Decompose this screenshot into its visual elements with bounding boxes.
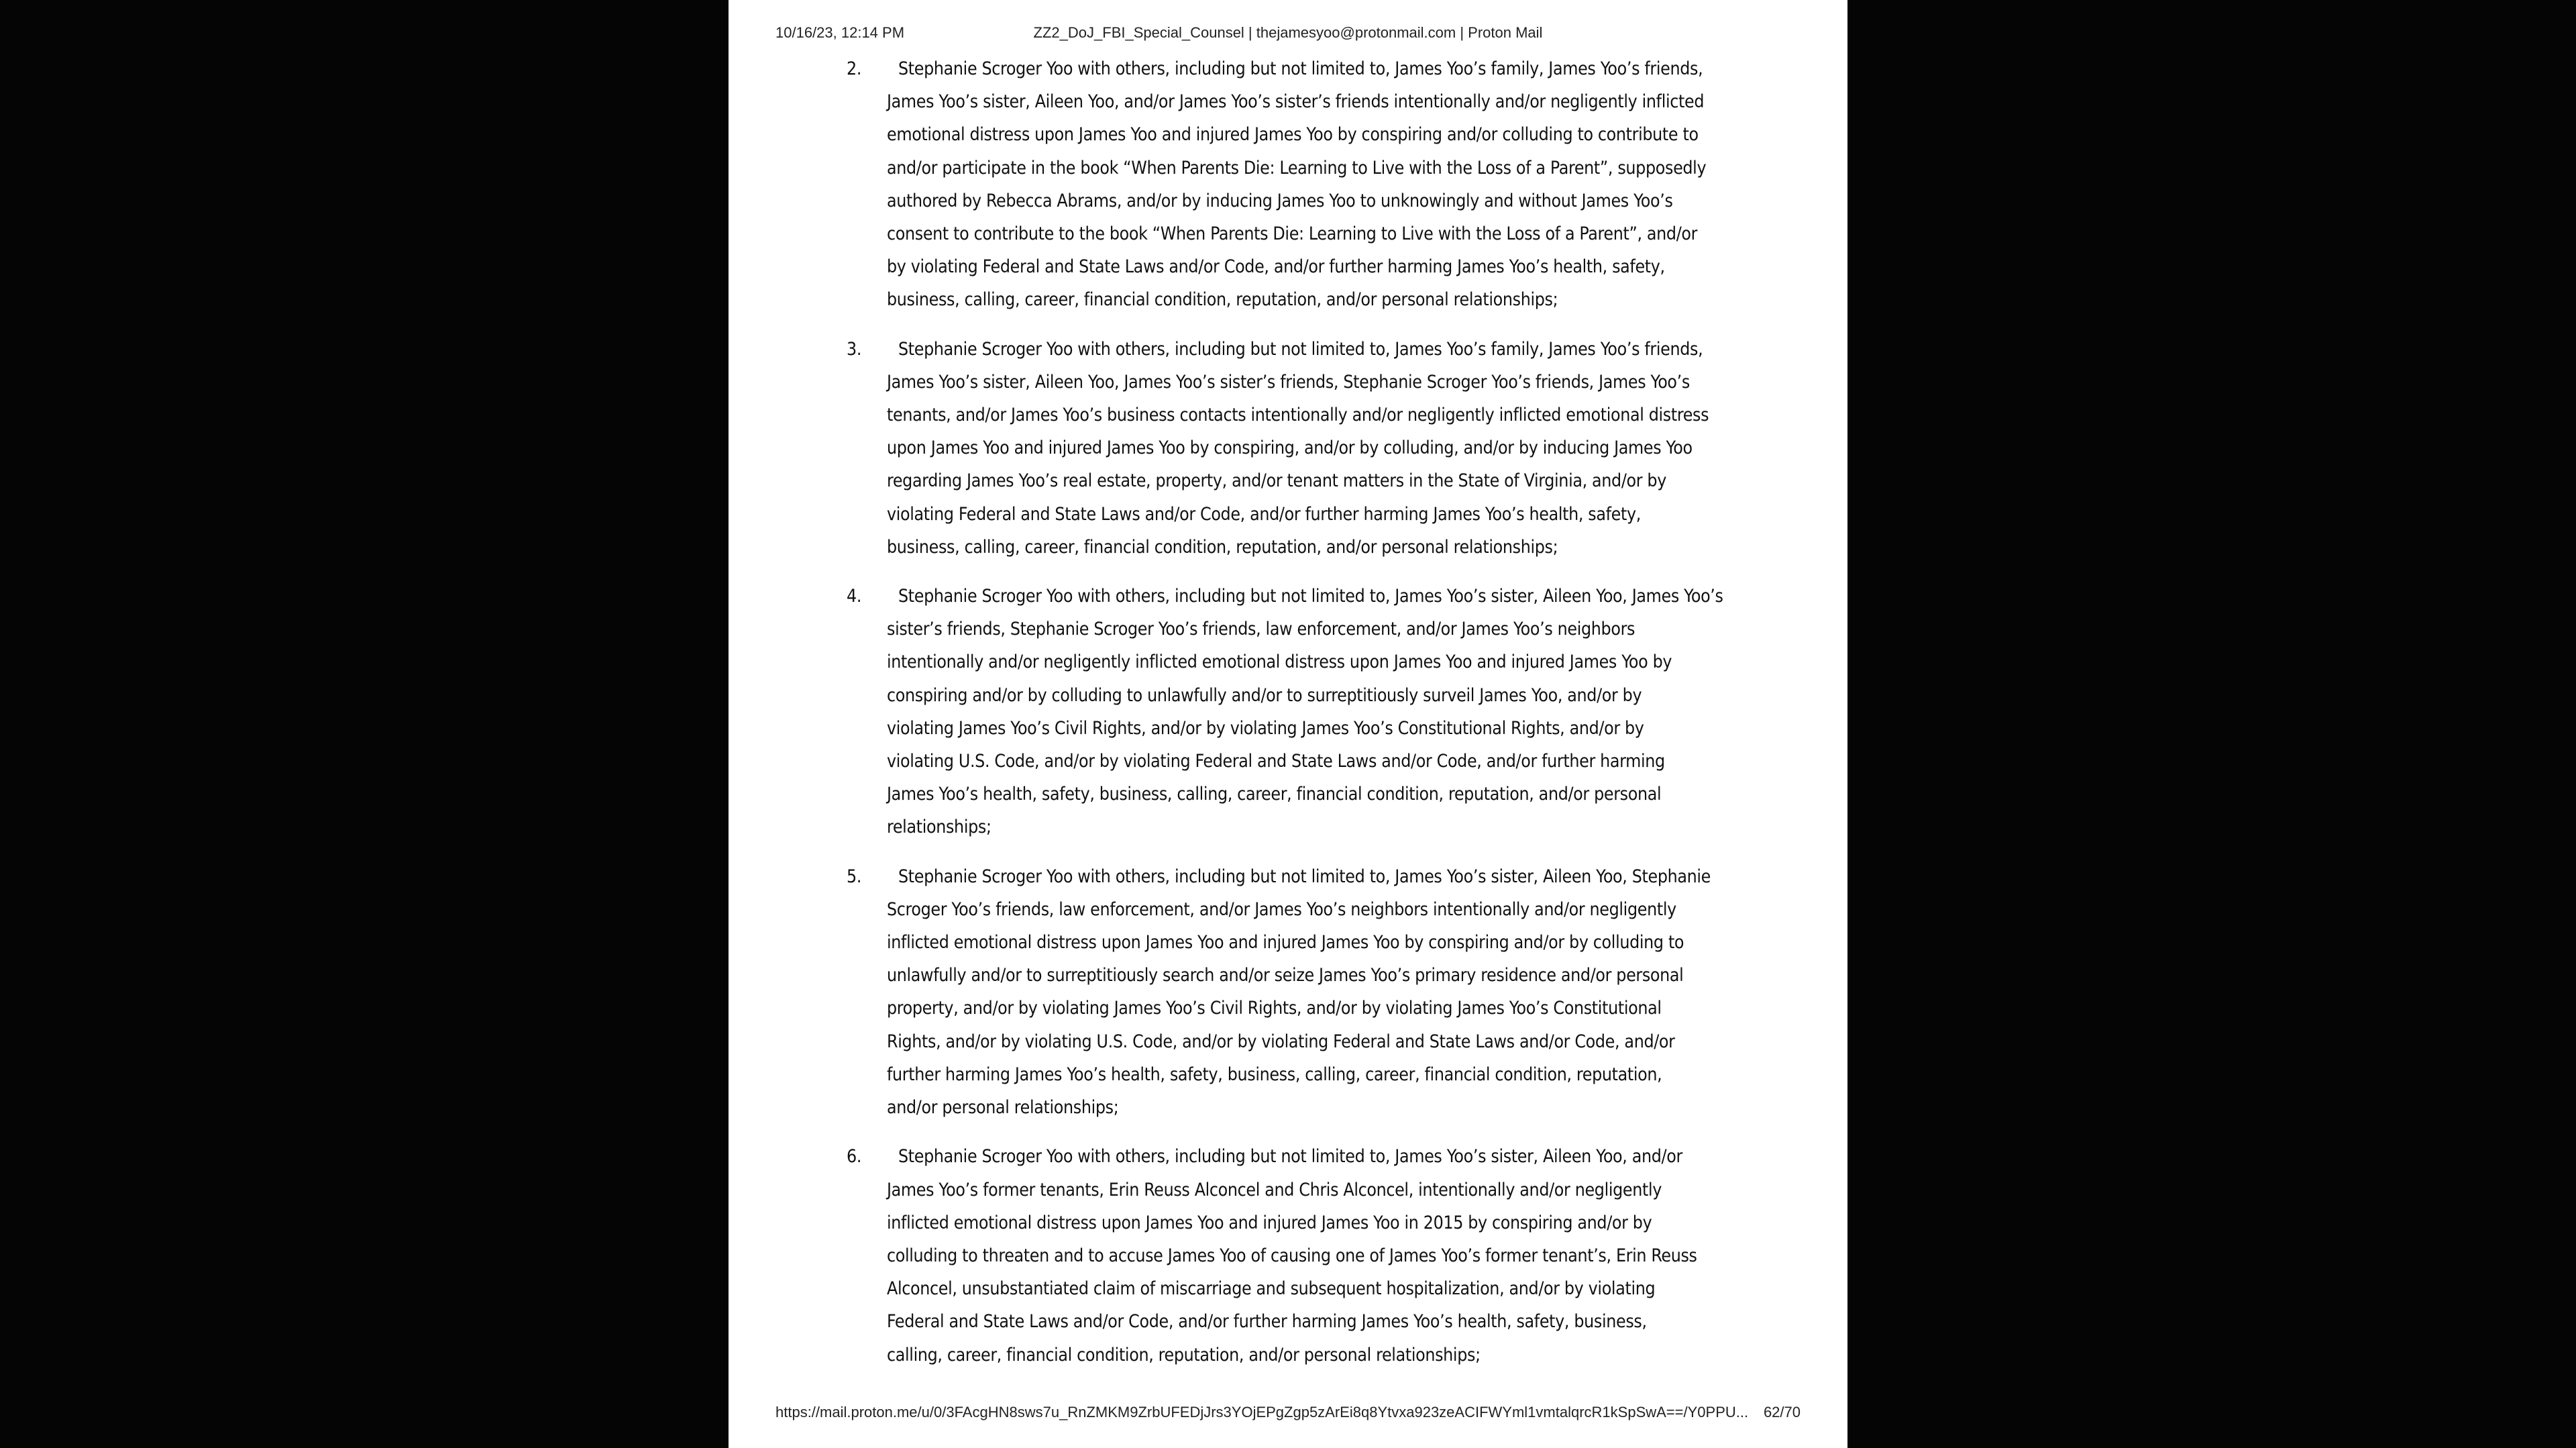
text-line: upon James Yoo and injured James Yoo by conspiring, and/or by colluding, and/or by inducing James Yoo <box>887 437 1693 459</box>
text-line: calling, career, financial condition, reputation, and/or personal relationships; <box>887 1344 1481 1365</box>
text-line: James Yoo’s sister, Aileen Yoo, James Yoo’s sister’s friends, Stephanie Scroger Yoo’s friends, James Yoo’s <box>887 371 1690 393</box>
text-line: violating U.S. Code, and/or by violating Federal and State Laws and/or Code, and/or further harming <box>887 751 1665 772</box>
text-line: and/or personal relationships; <box>887 1097 1119 1119</box>
item-text <box>847 52 1799 317</box>
item-text <box>847 333 1799 564</box>
list-item <box>847 1140 1799 1371</box>
text-line: tenants, and/or James Yoo’s business contacts intentionally and/or negligently inflicted emotional distress <box>887 405 1709 426</box>
list-item <box>847 333 1799 564</box>
text-line: colluding to threaten and to accuse James Yoo of causing one of James Yoo’s former tenant’s, Erin Reuss <box>887 1245 1697 1266</box>
text-line: unlawfully and/or to surreptitiously search and/or seize James Yoo’s primary residence and/or personal <box>887 965 1684 986</box>
text-line: sister’s friends, Stephanie Scroger Yoo’s friends, law enforcement, and/or James Yoo’s neighbors <box>887 619 1635 640</box>
page-number: 62/70 <box>1763 1404 1801 1420</box>
list-item <box>847 52 1799 317</box>
text-line: Stephanie Scroger Yoo with others, including but not limited to, James Yoo’s family, James Yoo’s friends, <box>898 58 1703 79</box>
item-text <box>847 1140 1799 1371</box>
item-text <box>847 860 1799 1125</box>
text-line: by violating Federal and State Laws and/or Code, and/or further harming James Yoo’s health, safety, <box>887 256 1665 278</box>
item-number: 6. <box>847 1146 862 1168</box>
text-line: business, calling, career, financial condition, reputation, and/or personal relationships; <box>887 289 1558 311</box>
text-line: James Yoo’s former tenants, Erin Reuss Alconcel and Chris Alconcel, intentionally and/or negligently <box>887 1179 1662 1200</box>
list-item <box>847 580 1799 844</box>
text-line: Stephanie Scroger Yoo with others, including but not limited to, James Yoo’s family, James Yoo’s friends, <box>898 338 1703 360</box>
text-line: Scroger Yoo’s friends, law enforcement, and/or James Yoo’s neighbors intentionally and/or negligently <box>887 898 1676 920</box>
item-number: 2. <box>847 58 862 79</box>
text-line: business, calling, career, financial condition, reputation, and/or personal relationships; <box>887 536 1558 558</box>
list-item <box>847 860 1799 1125</box>
text-line: inflicted emotional distress upon James Yoo and injured James Yoo in 2015 by conspiring and/or by <box>887 1212 1652 1233</box>
text-line: regarding James Yoo’s real estate, property, and/or tenant matters in the State of Virginia, and/or by <box>887 470 1666 492</box>
item-number: 3. <box>847 338 862 360</box>
text-line: violating Federal and State Laws and/or Code, and/or further harming James Yoo’s health, safety, <box>887 503 1641 525</box>
text-line: consent to contribute to the book “When Parents Die: Learning to Live with the Loss of a Parent”, and/or <box>887 223 1698 245</box>
text-line: Federal and State Laws and/or Code, and/or further harming James Yoo’s health, safety, business, <box>887 1311 1647 1333</box>
text-line: Rights, and/or by violating U.S. Code, and/or by violating Federal and State Laws and/or Code, and/or <box>887 1031 1675 1052</box>
document-body <box>847 52 1799 1388</box>
text-line: Stephanie Scroger Yoo with others, including but not limited to, James Yoo’s sister, Aileen Yoo, James Yoo’s <box>898 586 1723 607</box>
text-line: violating James Yoo’s Civil Rights, and/or by violating James Yoo’s Constitutional Rights, and/or by <box>887 717 1644 739</box>
text-line: and/or participate in the book “When Parents Die: Learning to Live with the Loss of a Parent”, supposedly <box>887 157 1707 178</box>
item-number: 4. <box>847 586 862 607</box>
text-line: conspiring and/or by colluding to unlawfully and/or to surreptitiously surveil James Yoo, and/or by <box>887 684 1642 706</box>
text-line: James Yoo’s health, safety, business, calling, career, financial condition, reputation, and/or personal <box>887 784 1662 805</box>
text-line: Stephanie Scroger Yoo with others, including but not limited to, James Yoo’s sister, Aileen Yoo, Stephanie <box>898 866 1711 887</box>
document-page <box>729 0 1847 1448</box>
item-text <box>847 580 1799 844</box>
text-line: authored by Rebecca Abrams, and/or by inducing James Yoo to unknowingly and without James Yoo’s <box>887 190 1673 211</box>
text-line: emotional distress upon James Yoo and injured James Yoo by conspiring and/or colluding to contribute to <box>887 124 1699 146</box>
print-title: ZZ2_DoJ_FBI_Special_Counsel | thejamesyoo@protonmail.com | Proton Mail <box>1033 24 1543 41</box>
text-line: relationships; <box>887 817 991 838</box>
text-line: James Yoo’s sister, Aileen Yoo, and/or James Yoo’s sister’s friends intentionally and/or negligently inflicted <box>887 91 1705 113</box>
text-line: property, and/or by violating James Yoo’s Civil Rights, and/or by violating James Yoo’s Constitutional <box>887 998 1662 1019</box>
text-line: Alconcel, unsubstantiated claim of miscarriage and subsequent hospitalization, and/or by violating <box>887 1278 1656 1300</box>
print-header <box>775 24 1801 44</box>
text-line: intentionally and/or negligently inflicted emotional distress upon James Yoo and injured James Yoo by <box>887 652 1672 673</box>
text-line: Stephanie Scroger Yoo with others, including but not limited to, James Yoo’s sister, Aileen Yoo, and/or <box>898 1146 1682 1168</box>
item-number: 5. <box>847 866 862 887</box>
print-footer <box>775 1404 1801 1424</box>
print-date: 10/16/23, 12:14 PM <box>775 24 905 41</box>
print-url: https://mail.proton.me/u/0/3FAcgHN8sws7u_RnZMKM9ZrbUFEDjJrs3YOjEPgZgp5zArEi8q8Ytvxa923zeACIFWYml1vmtalqrcR1kSpSwA==/Y0PPU... <box>775 1404 1749 1420</box>
text-line: inflicted emotional distress upon James Yoo and injured James Yoo by conspiring and/or by colluding to <box>887 932 1684 953</box>
text-line: further harming James Yoo’s health, safety, business, calling, career, financial condition, reputation, <box>887 1064 1662 1085</box>
